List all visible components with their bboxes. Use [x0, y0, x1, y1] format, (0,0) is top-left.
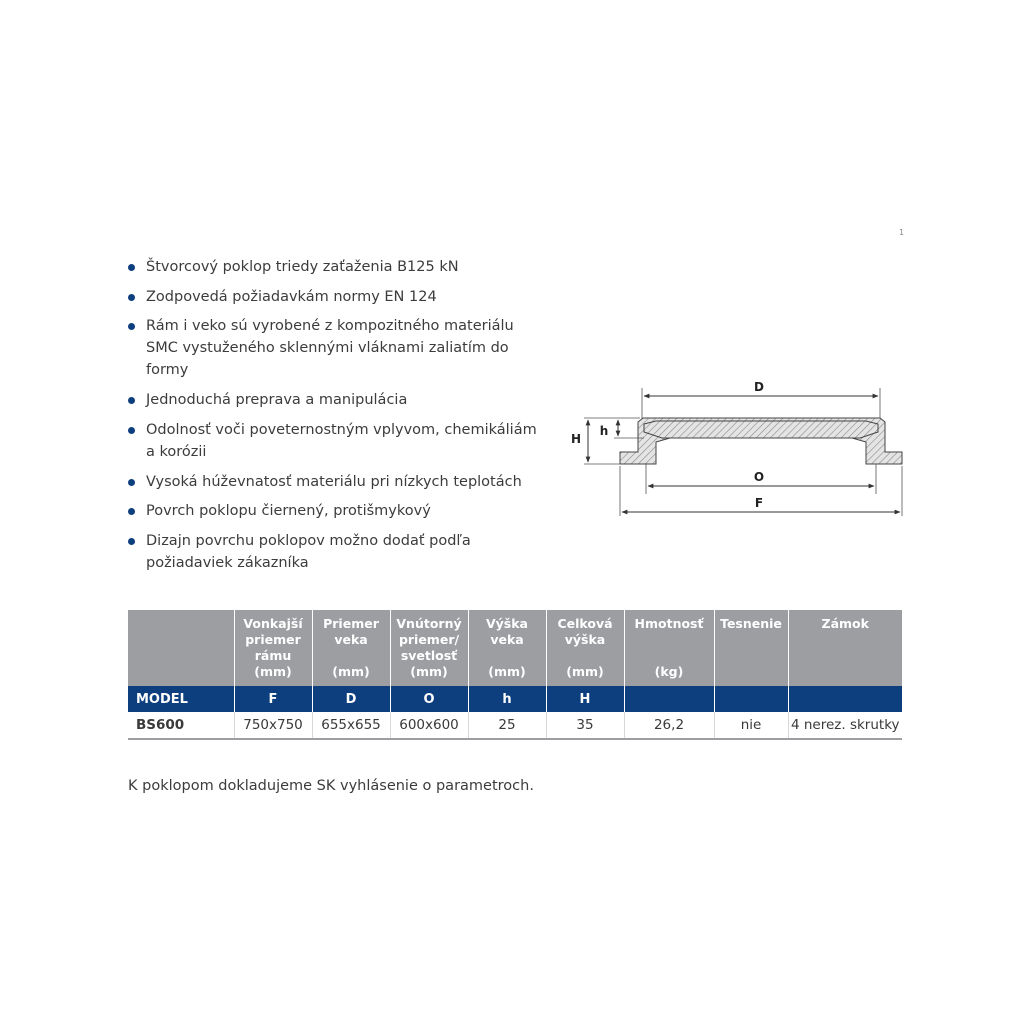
model-cell: F	[234, 686, 312, 712]
header-cell: Tesnenie	[714, 610, 788, 686]
table-cell: 4 nerez. skrutky	[788, 712, 902, 739]
table-cell: 26,2	[624, 712, 714, 739]
table-cell: 35	[546, 712, 624, 739]
header-cell	[128, 610, 234, 686]
feature-list	[128, 256, 548, 582]
table-cell: BS600	[128, 712, 234, 739]
model-cell	[624, 686, 714, 712]
model-cell: O	[390, 686, 468, 712]
header-cell: Výška veka (mm)	[468, 610, 546, 686]
table-row	[128, 712, 902, 739]
table-cell: 750x750	[234, 712, 312, 739]
header-cell: Hmotnosť (kg)	[624, 610, 714, 686]
table-cell: 25	[468, 712, 546, 739]
feature-item: Dizajn povrchu poklopov možno dodať podľa požiadaviek zákazníka	[128, 530, 548, 574]
table-cell: 600x600	[390, 712, 468, 739]
header-cell: Vonkajší priemer rámu (mm)	[234, 610, 312, 686]
dimension-label-big-h: H	[570, 432, 582, 446]
model-cell: H	[546, 686, 624, 712]
header-cell: Celková výška (mm)	[546, 610, 624, 686]
page-mark: 1	[899, 228, 905, 237]
header-cell: Vnútorný priemer/ svetlosť (mm)	[390, 610, 468, 686]
dimension-label-o: O	[753, 470, 765, 484]
feature-item: Vysoká húževnatosť materiálu pri nízkych teplotách	[128, 471, 548, 493]
spec-table	[128, 610, 902, 740]
feature-item: Rám i veko sú vyrobené z kompozitného materiálu SMC vystuženého sklennými vláknami zaliatím do formy	[128, 315, 548, 381]
footer-note: K poklopom dokladujeme SK vyhlásenie o parametroch.	[128, 778, 534, 794]
feature-item: Zodpovedá požiadavkám normy EN 124	[128, 286, 548, 308]
dimension-label-small-h: h	[599, 424, 609, 438]
feature-item: Štvorcový poklop triedy zaťaženia B125 kN	[128, 256, 548, 278]
table-cell: nie	[714, 712, 788, 739]
model-row	[128, 686, 902, 712]
model-cell: h	[468, 686, 546, 712]
feature-item: Jednoduchá preprava a manipulácia	[128, 389, 548, 411]
dimension-label-f: F	[754, 496, 764, 510]
model-cell: D	[312, 686, 390, 712]
header-cell: Zámok	[788, 610, 902, 686]
feature-item: Povrch poklopu čiernený, protišmykový	[128, 500, 548, 522]
cover-cross-section-diagram	[560, 372, 910, 522]
model-cell	[714, 686, 788, 712]
feature-item: Odolnosť voči poveternostným vplyvom, chemikáliám a korózii	[128, 419, 548, 463]
model-cell	[788, 686, 902, 712]
model-cell: MODEL	[128, 686, 234, 712]
table-cell: 655x655	[312, 712, 390, 739]
header-cell: Priemer veka (mm)	[312, 610, 390, 686]
dimension-label-d: D	[754, 380, 764, 394]
